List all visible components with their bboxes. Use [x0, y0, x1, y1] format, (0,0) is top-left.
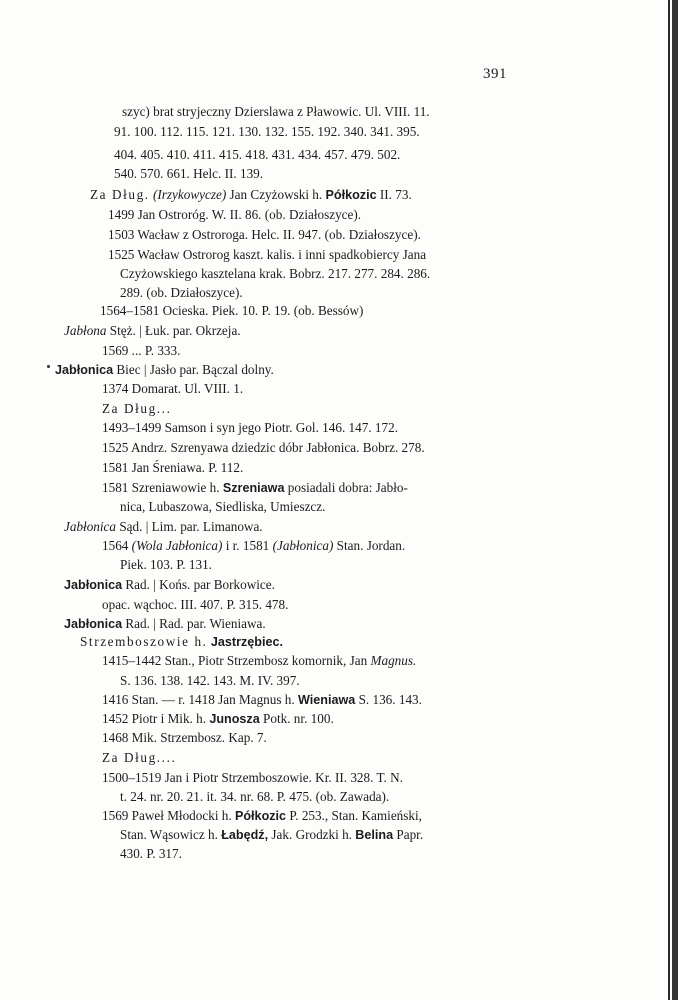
- text-line: 540. 570. 661. Helc. II. 139.: [114, 166, 264, 181]
- text-run: i r. 1581: [225, 538, 270, 553]
- text-line: 289. (ob. Działoszyce).: [120, 285, 243, 300]
- text-line: [102, 808, 422, 824]
- text-run: II. 73.: [379, 187, 412, 202]
- text-run: Biec | Jasło par. Bączal dolny.: [116, 362, 274, 377]
- text-line: 1374 Domarat. Ul. VIII. 1.: [102, 381, 244, 396]
- text-run: 1569 Paweł Młodocki h.: [102, 808, 232, 823]
- text-line: Czyżowskiego kasztelana krak. Bobrz. 217. 277. 284. 286.: [120, 266, 431, 281]
- place-name: Jabłonica: [64, 617, 123, 631]
- page-edge-line: [668, 0, 670, 1000]
- text-line: 430. P. 317.: [120, 846, 182, 861]
- text-line: 1503 Wacław z Ostroroga. Helc. II. 947. (ob. Działoszyce).: [108, 227, 421, 242]
- text-run: S. 136. 143.: [358, 692, 422, 707]
- text-line: 1581 Jan Śreniawa. P. 112.: [102, 460, 244, 475]
- herb-name: Półkozic: [325, 188, 377, 202]
- text-line: 1525 Andrz. Szrenyawa dziedzic dóbr Jabłonica. Bobrz. 278.: [102, 440, 425, 455]
- herb-name: Półkozic: [234, 809, 287, 823]
- text-run: Rad. | Końs. par Borkowice.: [125, 577, 275, 592]
- text-line: t. 24. nr. 20. 21. it. 34. nr. 68. P. 475. (ob. Zawada).: [120, 789, 390, 804]
- text-line: 1569 ... P. 333.: [102, 343, 181, 358]
- text-line: 1493–1499 Samson i syn jego Piotr. Gol. 146. 147. 172.: [102, 420, 398, 435]
- text-line: nica, Lubaszowa, Siedliska, Umieszcz.: [120, 499, 326, 514]
- text-run: Rad. | Rad. par. Wieniawa.: [125, 616, 266, 631]
- entry-heading: [64, 323, 241, 339]
- text-line: Piek. 103. P. 131.: [120, 557, 212, 572]
- herb-name: Belina: [355, 828, 394, 842]
- herb-name: Jastrzębiec.: [210, 635, 283, 649]
- text-run: (Wola Jabłonica): [131, 538, 223, 553]
- place-name: Jabłonica: [64, 519, 117, 534]
- text-line: Za Dług....: [102, 750, 177, 765]
- page-number: 391: [483, 66, 507, 82]
- text-run: 1416 Stan. — r. 1418 Jan Magnus h.: [102, 692, 295, 707]
- text-run: Sąd. | Lim. par. Limanowa.: [119, 519, 263, 534]
- entry-heading: [55, 362, 274, 378]
- text-line: szyc) brat stryjeczny Dzierslawa z Pławowic. Ul. VIII. 11.: [122, 104, 430, 119]
- herb-name: Łabędź,: [221, 828, 269, 842]
- text-run: Stęż. | Łuk. par. Okrzeja.: [109, 323, 241, 338]
- text-line: [102, 538, 405, 554]
- text-run: 1452 Piotr i Mik. h.: [102, 711, 207, 726]
- text-line: [90, 187, 412, 203]
- text-line: [80, 634, 283, 650]
- text-run: posiadali dobra: Jabło-: [287, 480, 408, 495]
- text-line: opac. wąchoc. III. 407. P. 315. 478.: [102, 597, 289, 612]
- text-line: 1500–1519 Jan i Piotr Strzemboszowie. Kr. II. 328. T. N.: [102, 770, 403, 785]
- place-name: Jabłonica: [64, 578, 123, 592]
- text-run: 1564: [102, 538, 129, 553]
- page-edge-shadow: [672, 0, 678, 1000]
- text-line: 404. 405. 410. 411. 415. 418. 431. 434. 457. 479. 502.: [114, 147, 401, 162]
- ink-speck: [47, 365, 50, 368]
- text-line: Za Dług...: [102, 401, 172, 416]
- herb-name: Wieniawa: [297, 693, 356, 707]
- text-run: Magnus.: [370, 653, 417, 668]
- text-run: Jak. Grodzki h.: [271, 827, 352, 842]
- place-name: Jabłonica: [55, 363, 114, 377]
- text-run: (Irzykowycze): [152, 187, 227, 202]
- text-run: 1581 Szreniawowie h.: [102, 480, 220, 495]
- entry-heading: [64, 616, 266, 632]
- text-run: Papr.: [396, 827, 424, 842]
- text-line: 1468 Mik. Strzembosz. Kap. 7.: [102, 730, 267, 745]
- place-name: Jabłona: [64, 323, 107, 338]
- text-line: 1564–1581 Ocieska. Piek. 10. P. 19. (ob. Bessów): [100, 303, 364, 318]
- text-run: Jan Czyżowski h.: [229, 187, 323, 202]
- text-run: Strzemboszowie h.: [80, 634, 208, 649]
- text-run: Stan. Wąsowicz h.: [120, 827, 218, 842]
- text-run: Potk. nr. 100.: [263, 711, 334, 726]
- text-run: P. 253., Stan. Kamieński,: [289, 808, 422, 823]
- entry-heading: [64, 577, 275, 593]
- text-line: [102, 653, 416, 669]
- text-run: Za Dług.: [90, 187, 150, 202]
- herb-name: Szreniawa: [222, 481, 285, 495]
- text-line: 1499 Jan Ostroróg. W. II. 86. (ob. Działoszyce).: [108, 207, 362, 222]
- text-line: [102, 711, 334, 727]
- herb-name: Junosza: [209, 712, 260, 726]
- text-run: Stan. Jordan.: [336, 538, 406, 553]
- text-run: (Jabłonica): [272, 538, 334, 553]
- text-line: S. 136. 138. 142. 143. M. IV. 397.: [120, 673, 300, 688]
- text-run: 1415–1442 Stan., Piotr Strzembosz komornik, Jan: [102, 653, 368, 668]
- text-line: 1525 Wacław Ostrorog kaszt. kalis. i inni spadkobiercy Jana: [108, 247, 427, 262]
- text-line: [102, 480, 408, 496]
- text-line: 91. 100. 112. 115. 121. 130. 132. 155. 192. 340. 341. 395.: [114, 124, 420, 139]
- entry-heading: [64, 519, 263, 535]
- text-line: [120, 827, 423, 843]
- text-line: [102, 692, 422, 708]
